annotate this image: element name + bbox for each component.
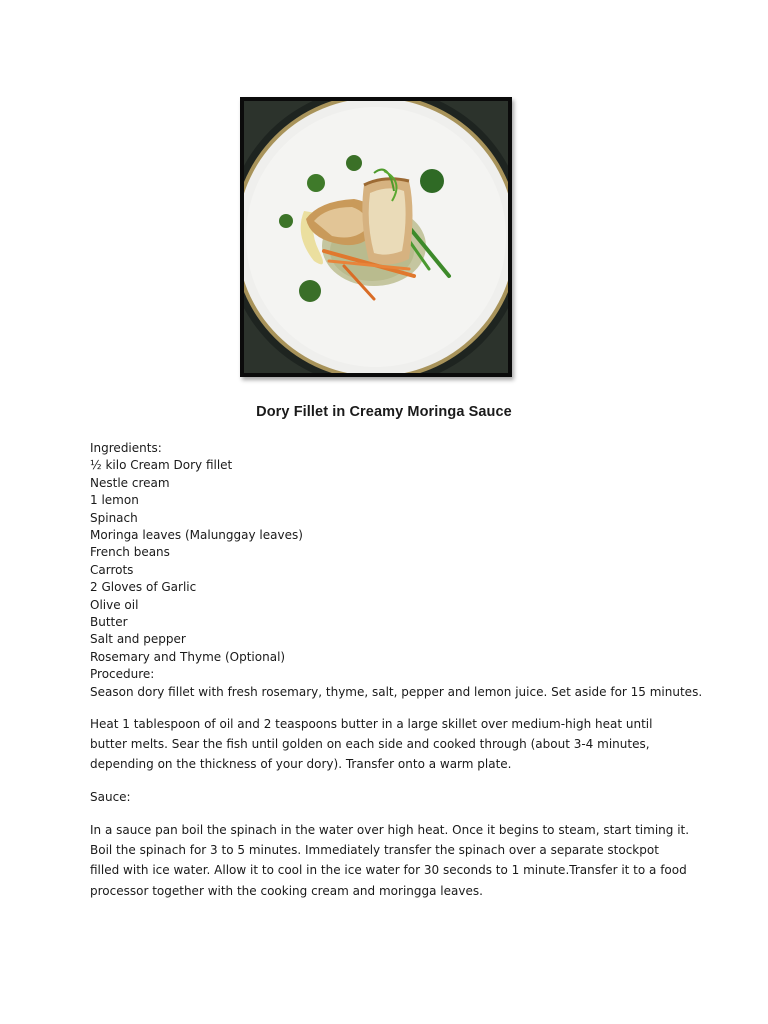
ingredient-item: 2 Gloves of Garlic	[90, 580, 197, 595]
sauce-paragraph: In a sauce pan boil the spinach in the water over high heat. Once it begins to steam, start timing it. Boil the spinach for 3 to 5 minutes. Immediately transfer the spinach over a separate stockpot filled with ice water. Allow it to cool in the ice water for 30 seconds to 1 minute.Transfer it to a food processor together with the cooking cream and moringga leaves.	[90, 822, 690, 898]
ingredient-item: Nestle cream	[90, 475, 170, 490]
ingredients-heading: Ingredients:	[90, 441, 162, 455]
ingredient-item: Olive oil	[90, 597, 139, 612]
recipe-body	[90, 440, 703, 901]
ingredient-item: French beans	[90, 545, 170, 560]
procedure-heading: Procedure:	[90, 667, 155, 682]
dish-photo	[240, 97, 512, 377]
ingredient-item: Salt and pepper	[90, 632, 186, 647]
ingredient-item: Rosemary and Thyme (Optional)	[90, 649, 286, 664]
ingredients-list	[90, 457, 690, 666]
ingredient-item: Spinach	[90, 510, 138, 525]
recipe-title: Dory Fillet in Creamy Moringa Sauce	[256, 404, 512, 420]
ingredient-item: ½ kilo Cream Dory fillet	[90, 458, 233, 473]
ingredient-item: Butter	[90, 615, 128, 630]
sear-paragraph: Heat 1 tablespoon of oil and 2 teaspoons butter in a large skillet over medium-high heat until butter melts. Sear the fish until golden on each side and cooked through (about 3-4 minutes, depending on the thickness of your dory). Transfer onto a warm plate.	[90, 716, 653, 772]
ingredient-item: Carrots	[90, 562, 134, 577]
sauce-heading: Sauce:	[90, 789, 131, 804]
ingredient-item: 1 lemon	[90, 493, 139, 508]
ingredient-item: Moringa leaves (Malunggay leaves)	[90, 528, 303, 543]
procedure-intro: Season dory fillet with fresh rosemary, thyme, salt, pepper and lemon juice. Set aside for 15 minutes.	[90, 684, 703, 699]
